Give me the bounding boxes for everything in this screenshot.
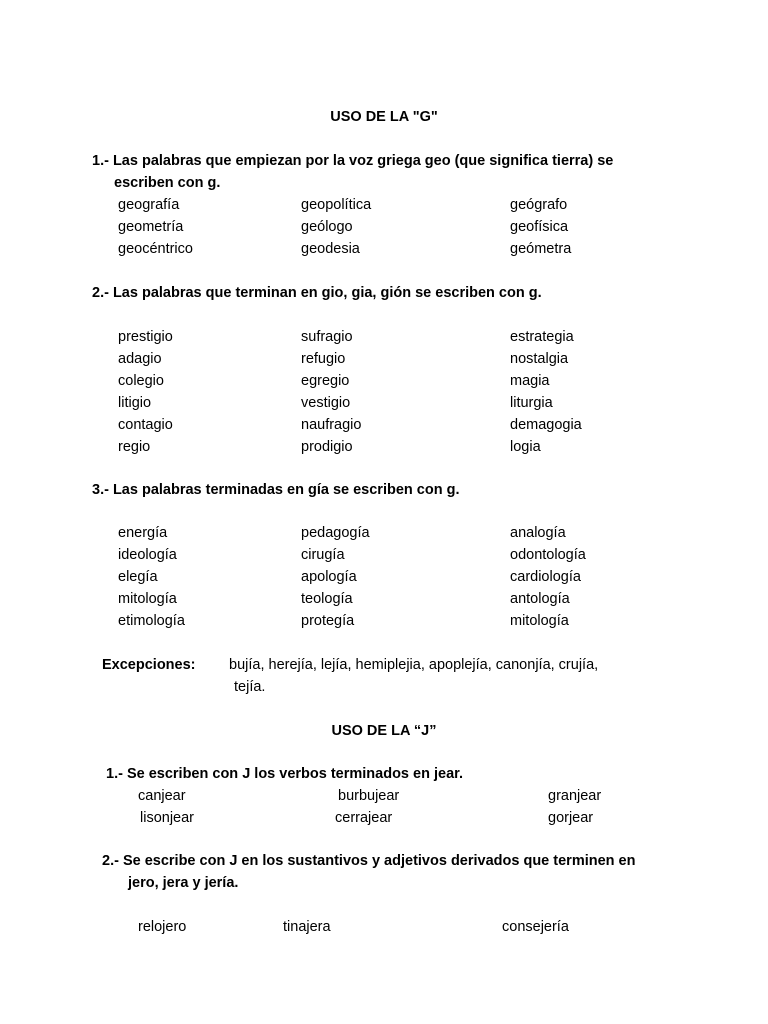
g-rule3-word: cirugía [301, 547, 345, 563]
g-rule2-word: adagio [118, 351, 162, 367]
g-rule3-word: energía [118, 525, 168, 541]
g-rule3-word: odontología [510, 547, 586, 563]
g-rule1-word: geofísica [510, 219, 569, 235]
g-rule3-word: pedagogía [301, 525, 370, 541]
g-rule2-word: litigio [118, 395, 152, 411]
j-rule1-heading: 1.- Se escriben con J los verbos terminados en jear. [106, 766, 464, 782]
j-rule1-word: gorjear [548, 810, 594, 826]
g-rule2-word: sufragio [301, 329, 353, 345]
g-rule2-word: regio [118, 439, 151, 455]
g-rule1-word: geocéntrico [118, 241, 193, 257]
g-rule2-word: prestigio [118, 329, 173, 345]
g-rule3-word: mitología [510, 613, 569, 629]
g-rule2-word: prodigio [301, 439, 353, 455]
exceptions-label: Excepciones: [102, 657, 196, 673]
g-rule1-word: geometría [118, 219, 184, 235]
j-rule2-heading: 2.- Se escribe con J en los sustantivos y adjetivos derivados que terminen en [102, 853, 636, 869]
g-rule2-word: liturgia [510, 395, 553, 411]
j-rule1-word: canjear [138, 788, 186, 804]
g-rule2-word: contagio [118, 417, 173, 433]
g-rule1-word: geopolítica [301, 197, 372, 213]
g-rule3-word: apología [301, 569, 357, 585]
g-rule2-word: estrategia [510, 329, 574, 345]
g-rule1-word: geodesia [301, 241, 360, 257]
j-rule1-word: burbujear [338, 788, 400, 804]
j-rule1-word: granjear [548, 788, 602, 804]
g-rule3-word: antología [510, 591, 570, 607]
g-rule2-word: naufragio [301, 417, 362, 433]
g-rule3-word: mitología [118, 591, 177, 607]
g-rule1-heading-cont: escriben con g. [114, 175, 221, 191]
g-rule3-word: ideología [118, 547, 177, 563]
g-section-title: USO DE LA "G" [330, 109, 438, 125]
g-rule3-word: analogía [510, 525, 566, 541]
g-rule3-word: protegía [301, 613, 355, 629]
g-rule2-word: vestigio [301, 395, 351, 411]
j-section-title: USO DE LA “J” [331, 723, 437, 739]
g-rule1-heading: 1.- Las palabras que empiezan por la voz griega geo (que significa tierra) se [92, 153, 614, 169]
g-rule1-word: geógrafo [510, 197, 568, 213]
j-rule1-word: cerrajear [335, 810, 393, 826]
j-rule2-heading-cont: jero, jera y jería. [128, 875, 239, 891]
g-rule2-word: colegio [118, 373, 164, 389]
g-rule1-word: geómetra [510, 241, 572, 257]
j-rule2-word: tinajera [283, 919, 331, 935]
g-rule1-word: geólogo [301, 219, 353, 235]
g-rule2-word: logia [510, 439, 541, 455]
g-rule3-word: elegía [118, 569, 158, 585]
g-rule3-heading: 3.- Las palabras terminadas en gía se escriben con g. [92, 482, 460, 498]
g-rule3-word: cardiología [510, 569, 581, 585]
j-rule2-word: consejería [502, 919, 569, 935]
exceptions-list: bujía, herejía, lejía, hemiplejia, apoplejía, canonjía, crujía, [229, 657, 599, 673]
g-rule2-word: egregio [301, 373, 350, 389]
j-rule2-word: relojero [138, 919, 187, 935]
g-rule2-word: nostalgia [510, 351, 569, 367]
g-rule3-word: teología [301, 591, 353, 607]
j-rule1-word: lisonjear [140, 810, 194, 826]
g-rule2-word: demagogia [510, 417, 582, 433]
g-rule2-word: magia [510, 373, 550, 389]
g-rule2-word: refugio [301, 351, 346, 367]
g-rule2-heading: 2.- Las palabras que terminan en gio, gia, gión se escriben con g. [92, 285, 542, 301]
exceptions-list-cont: tejía. [234, 679, 266, 695]
g-rule1-word: geografía [118, 197, 180, 213]
g-rule3-word: etimología [118, 613, 185, 629]
